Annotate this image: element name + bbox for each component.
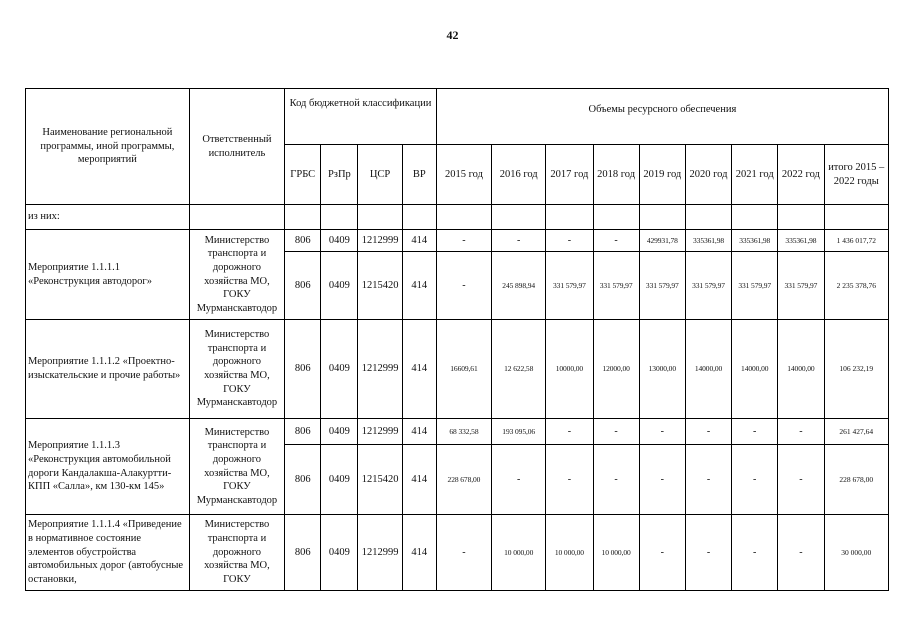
year-value: -: [436, 230, 491, 252]
responsible-executor: Министерство транспорта и дорожного хозяйства МО, ГОКУ: [189, 515, 284, 591]
header-year: 2018 год: [593, 145, 639, 205]
code-grbs: 806: [285, 230, 321, 252]
total-value: 2 235 378,76: [824, 252, 888, 320]
year-value: 10000,00: [546, 320, 593, 419]
measure-name: Мероприятие 1.1.1.1 «Реконструкция автодорог»: [26, 230, 190, 320]
header-year: 2015 год: [436, 145, 491, 205]
empty-cell: [732, 205, 778, 230]
year-value: -: [546, 419, 593, 445]
year-value: -: [685, 445, 731, 515]
year-value: 245 898,94: [492, 252, 546, 320]
code-grbs: 806: [285, 419, 321, 445]
code-csr: 1212999: [358, 419, 402, 445]
header-year: 2021 год: [732, 145, 778, 205]
year-value: -: [436, 515, 491, 591]
year-value: -: [685, 419, 731, 445]
code-grbs: 806: [285, 515, 321, 591]
code-vr: 414: [402, 320, 436, 419]
code-csr: 1212999: [358, 320, 402, 419]
code-grbs: 806: [285, 320, 321, 419]
empty-cell: [546, 205, 593, 230]
year-value: -: [639, 419, 685, 445]
empty-cell: [639, 205, 685, 230]
code-csr: 1215420: [358, 252, 402, 320]
header-name: Наименование региональной программы, иной программы, мероприятий: [26, 89, 190, 205]
year-value: 10 000,00: [492, 515, 546, 591]
table-row: [26, 230, 889, 252]
year-value: 331 579,97: [778, 252, 824, 320]
code-grbs: 806: [285, 252, 321, 320]
responsible-executor: Министерство транспорта и дорожного хозяйства МО, ГОКУ Мурманскавтодор: [189, 419, 284, 515]
header-year: 2020 год: [685, 145, 731, 205]
measure-name: Мероприятие 1.1.1.4 «Приведение в нормативное состояние элементов обустройства автомобильных дорог (автобусные остановки,: [26, 515, 190, 591]
year-value: -: [732, 445, 778, 515]
code-rzpr: 0409: [321, 252, 358, 320]
header-code-rzpr: РзПр: [321, 145, 358, 205]
year-value: -: [492, 445, 546, 515]
empty-cell: [285, 205, 321, 230]
empty-cell: [436, 205, 491, 230]
year-value: 193 095,06: [492, 419, 546, 445]
year-value: 14000,00: [685, 320, 731, 419]
year-value: 335361,98: [732, 230, 778, 252]
header-executor: Ответственный исполнитель: [189, 89, 284, 205]
year-value: -: [732, 515, 778, 591]
empty-cell: [593, 205, 639, 230]
header-year: 2017 год: [546, 145, 593, 205]
code-grbs: 806: [285, 445, 321, 515]
code-csr: 1212999: [358, 515, 402, 591]
measure-name: Мероприятие 1.1.1.2 «Проектно-изыскательские и прочие работы»: [26, 320, 190, 419]
empty-cell: [685, 205, 731, 230]
header-year: 2019 год: [639, 145, 685, 205]
header-year: 2022 год: [778, 145, 824, 205]
code-rzpr: 0409: [321, 320, 358, 419]
table-row: [26, 320, 889, 419]
code-rzpr: 0409: [321, 419, 358, 445]
year-value: 12 622,58: [492, 320, 546, 419]
code-vr: 414: [402, 230, 436, 252]
table-row: [26, 419, 889, 445]
header-budget-code: Код бюджетной классификации: [285, 89, 437, 145]
total-value: 1 436 017,72: [824, 230, 888, 252]
year-value: 429931,78: [639, 230, 685, 252]
year-value: 14000,00: [778, 320, 824, 419]
year-value: 331 579,97: [546, 252, 593, 320]
year-value: -: [778, 419, 824, 445]
year-value: -: [732, 419, 778, 445]
empty-cell: [358, 205, 402, 230]
header-year-total: итого 2015 – 2022 годы: [824, 145, 888, 205]
table-row: [26, 515, 889, 591]
year-value: 331 579,97: [685, 252, 731, 320]
year-value: 12000,00: [593, 320, 639, 419]
header-code-csr: ЦСР: [358, 145, 402, 205]
subheader-row: [26, 205, 889, 230]
year-value: 335361,98: [685, 230, 731, 252]
empty-cell: [189, 205, 284, 230]
year-value: -: [546, 445, 593, 515]
year-value: -: [546, 230, 593, 252]
header-resources: Объемы ресурсного обеспечения: [436, 89, 888, 145]
subheader-label: из них:: [26, 205, 190, 230]
year-value: 331 579,97: [732, 252, 778, 320]
year-value: -: [593, 419, 639, 445]
year-value: -: [639, 515, 685, 591]
year-value: -: [778, 515, 824, 591]
year-value: 16609,61: [436, 320, 491, 419]
empty-cell: [492, 205, 546, 230]
year-value: 331 579,97: [639, 252, 685, 320]
year-value: -: [778, 445, 824, 515]
code-vr: 414: [402, 515, 436, 591]
header-code-vr: ВР: [402, 145, 436, 205]
total-value: 106 232,19: [824, 320, 888, 419]
code-csr: 1215420: [358, 445, 402, 515]
code-vr: 414: [402, 419, 436, 445]
year-value: 14000,00: [732, 320, 778, 419]
year-value: -: [436, 252, 491, 320]
total-value: 30 000,00: [824, 515, 888, 591]
empty-cell: [321, 205, 358, 230]
year-value: -: [593, 445, 639, 515]
code-rzpr: 0409: [321, 515, 358, 591]
page-number: 42: [446, 28, 459, 42]
header-code-grbs: ГРБС: [285, 145, 321, 205]
responsible-executor: Министерство транспорта и дорожного хозяйства МО, ГОКУ Мурманскавтодор: [189, 230, 284, 320]
measure-name: Мероприятие 1.1.1.3 «Реконструкция автомобильной дороги Кандалакша-Алакуртти-КПП «Салла», км 130-км 145»: [26, 419, 190, 515]
empty-cell: [778, 205, 824, 230]
year-value: 335361,98: [778, 230, 824, 252]
code-rzpr: 0409: [321, 230, 358, 252]
year-value: -: [685, 515, 731, 591]
empty-cell: [402, 205, 436, 230]
total-value: 261 427,64: [824, 419, 888, 445]
year-value: 228 678,00: [436, 445, 491, 515]
responsible-executor: Министерство транспорта и дорожного хозяйства МО, ГОКУ Мурманскавтодор: [189, 320, 284, 419]
code-vr: 414: [402, 252, 436, 320]
budget-table: [25, 88, 889, 591]
header-year: 2016 год: [492, 145, 546, 205]
code-csr: 1212999: [358, 230, 402, 252]
year-value: 68 332,58: [436, 419, 491, 445]
year-value: -: [593, 230, 639, 252]
code-rzpr: 0409: [321, 445, 358, 515]
year-value: 13000,00: [639, 320, 685, 419]
total-value: 228 678,00: [824, 445, 888, 515]
year-value: 10 000,00: [593, 515, 639, 591]
year-value: -: [639, 445, 685, 515]
year-value: 10 000,00: [546, 515, 593, 591]
year-value: -: [492, 230, 546, 252]
code-vr: 414: [402, 445, 436, 515]
empty-cell: [824, 205, 888, 230]
year-value: 331 579,97: [593, 252, 639, 320]
